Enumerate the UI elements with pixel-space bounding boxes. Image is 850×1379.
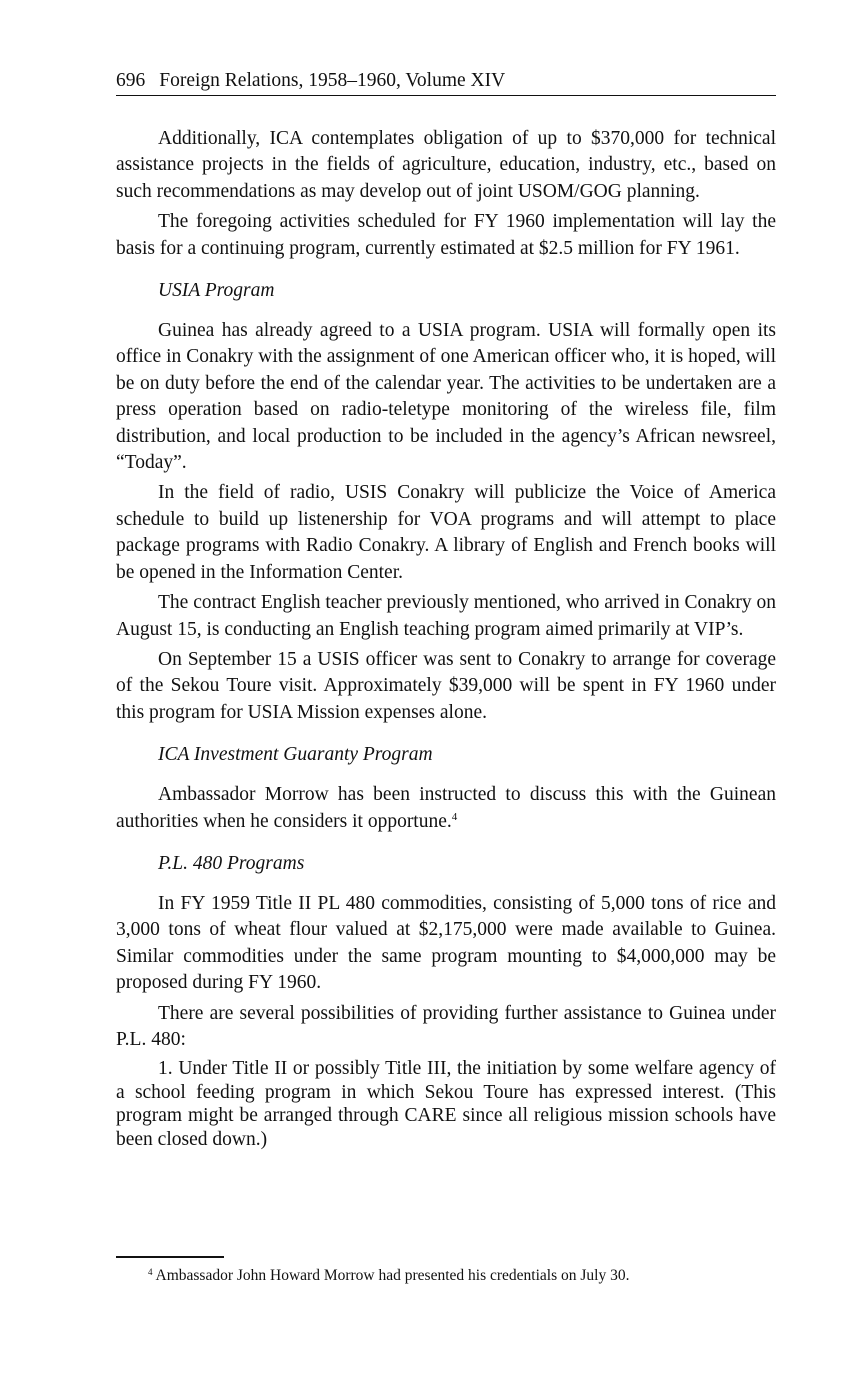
- paragraph: [116, 782, 776, 835]
- document-page: [116, 68, 776, 1155]
- footnote: [148, 1265, 776, 1287]
- paragraph: Guinea has already agreed to a USIA program. USIA will formally open its office in Conakry with the assignment of one American officer who, it is hoped, will be on duty before the end of the calendar year. The activities to be undertaken are a press operation based on radio-teletype monitoring of the wireless file, film distribution, and local production to be included in the agency’s African newsreel, “Today”.: [116, 320, 776, 474]
- paragraph: There are several possibilities of providing further assistance to Guinea under P.L. 480:: [116, 1002, 776, 1050]
- body-text: [116, 126, 776, 1151]
- footnote-reference[interactable]: 4: [451, 810, 458, 823]
- paragraph: In the field of radio, USIS Conakry will publicize the Voice of America schedule to build up listenership for VOA programs and will attempt to place package programs with Radio Conakry. A library of English and French books will be opened in the Information Center.: [116, 482, 776, 583]
- paragraph: Additionally, ICA contemplates obligation of up to $370,000 for technical assistance projects in the fields of agriculture, education, industry, etc., based on such recommendations as may develop out of joint USOM/GOG planning.: [116, 128, 776, 202]
- list-item: 1. Under Title II or possibly Title III, the initiation by some welfare agency of a school feeding program in which Sekou Toure has expressed interest. (This program might be arranged through CARE since all religious mission schools have been closed down.): [116, 1058, 776, 1150]
- footnote-text: Ambassador John Howard Morrow had presented his credentials on July 30.: [155, 1267, 630, 1284]
- paragraph: The foregoing activities scheduled for FY 1960 implementation will lay the basis for a continuing program, currently estimated at $2.5 million for FY 1961.: [116, 211, 776, 259]
- page-number: 696: [116, 70, 146, 91]
- paragraph: In FY 1959 Title II PL 480 commodities, consisting of 5,000 tons of rice and 3,000 tons of wheat flour valued at $2,175,000 were made available to Guinea. Similar commodities under the same program mounting to $4,000,000 may be proposed during FY 1960.: [116, 892, 776, 994]
- paragraph-text: Ambassador Morrow has been instructed to discuss this with the Guinean authorities when he considers it opportune.: [116, 784, 776, 832]
- section-heading-usia: USIA Program: [158, 280, 275, 302]
- running-header: [116, 68, 776, 96]
- section-heading-ica: ICA Investment Guaranty Program: [158, 744, 433, 766]
- footnote-marker: 4: [148, 1267, 153, 1277]
- volume-title: Foreign Relations, 1958–1960, Volume XIV: [159, 70, 506, 91]
- section-heading-pl480: P.L. 480 Programs: [158, 852, 305, 874]
- paragraph: On September 15 a USIS officer was sent to Conakry to arrange for coverage of the Sekou Toure visit. Approximately $39,000 will be spent in FY 1960 under this program for USIA Mission expenses alone.: [116, 648, 776, 723]
- paragraph: The contract English teacher previously mentioned, who arrived in Conakry on August 15, is conducting an English teaching program aimed primarily at VIP’s.: [116, 592, 776, 640]
- footnote-divider: [116, 1256, 224, 1258]
